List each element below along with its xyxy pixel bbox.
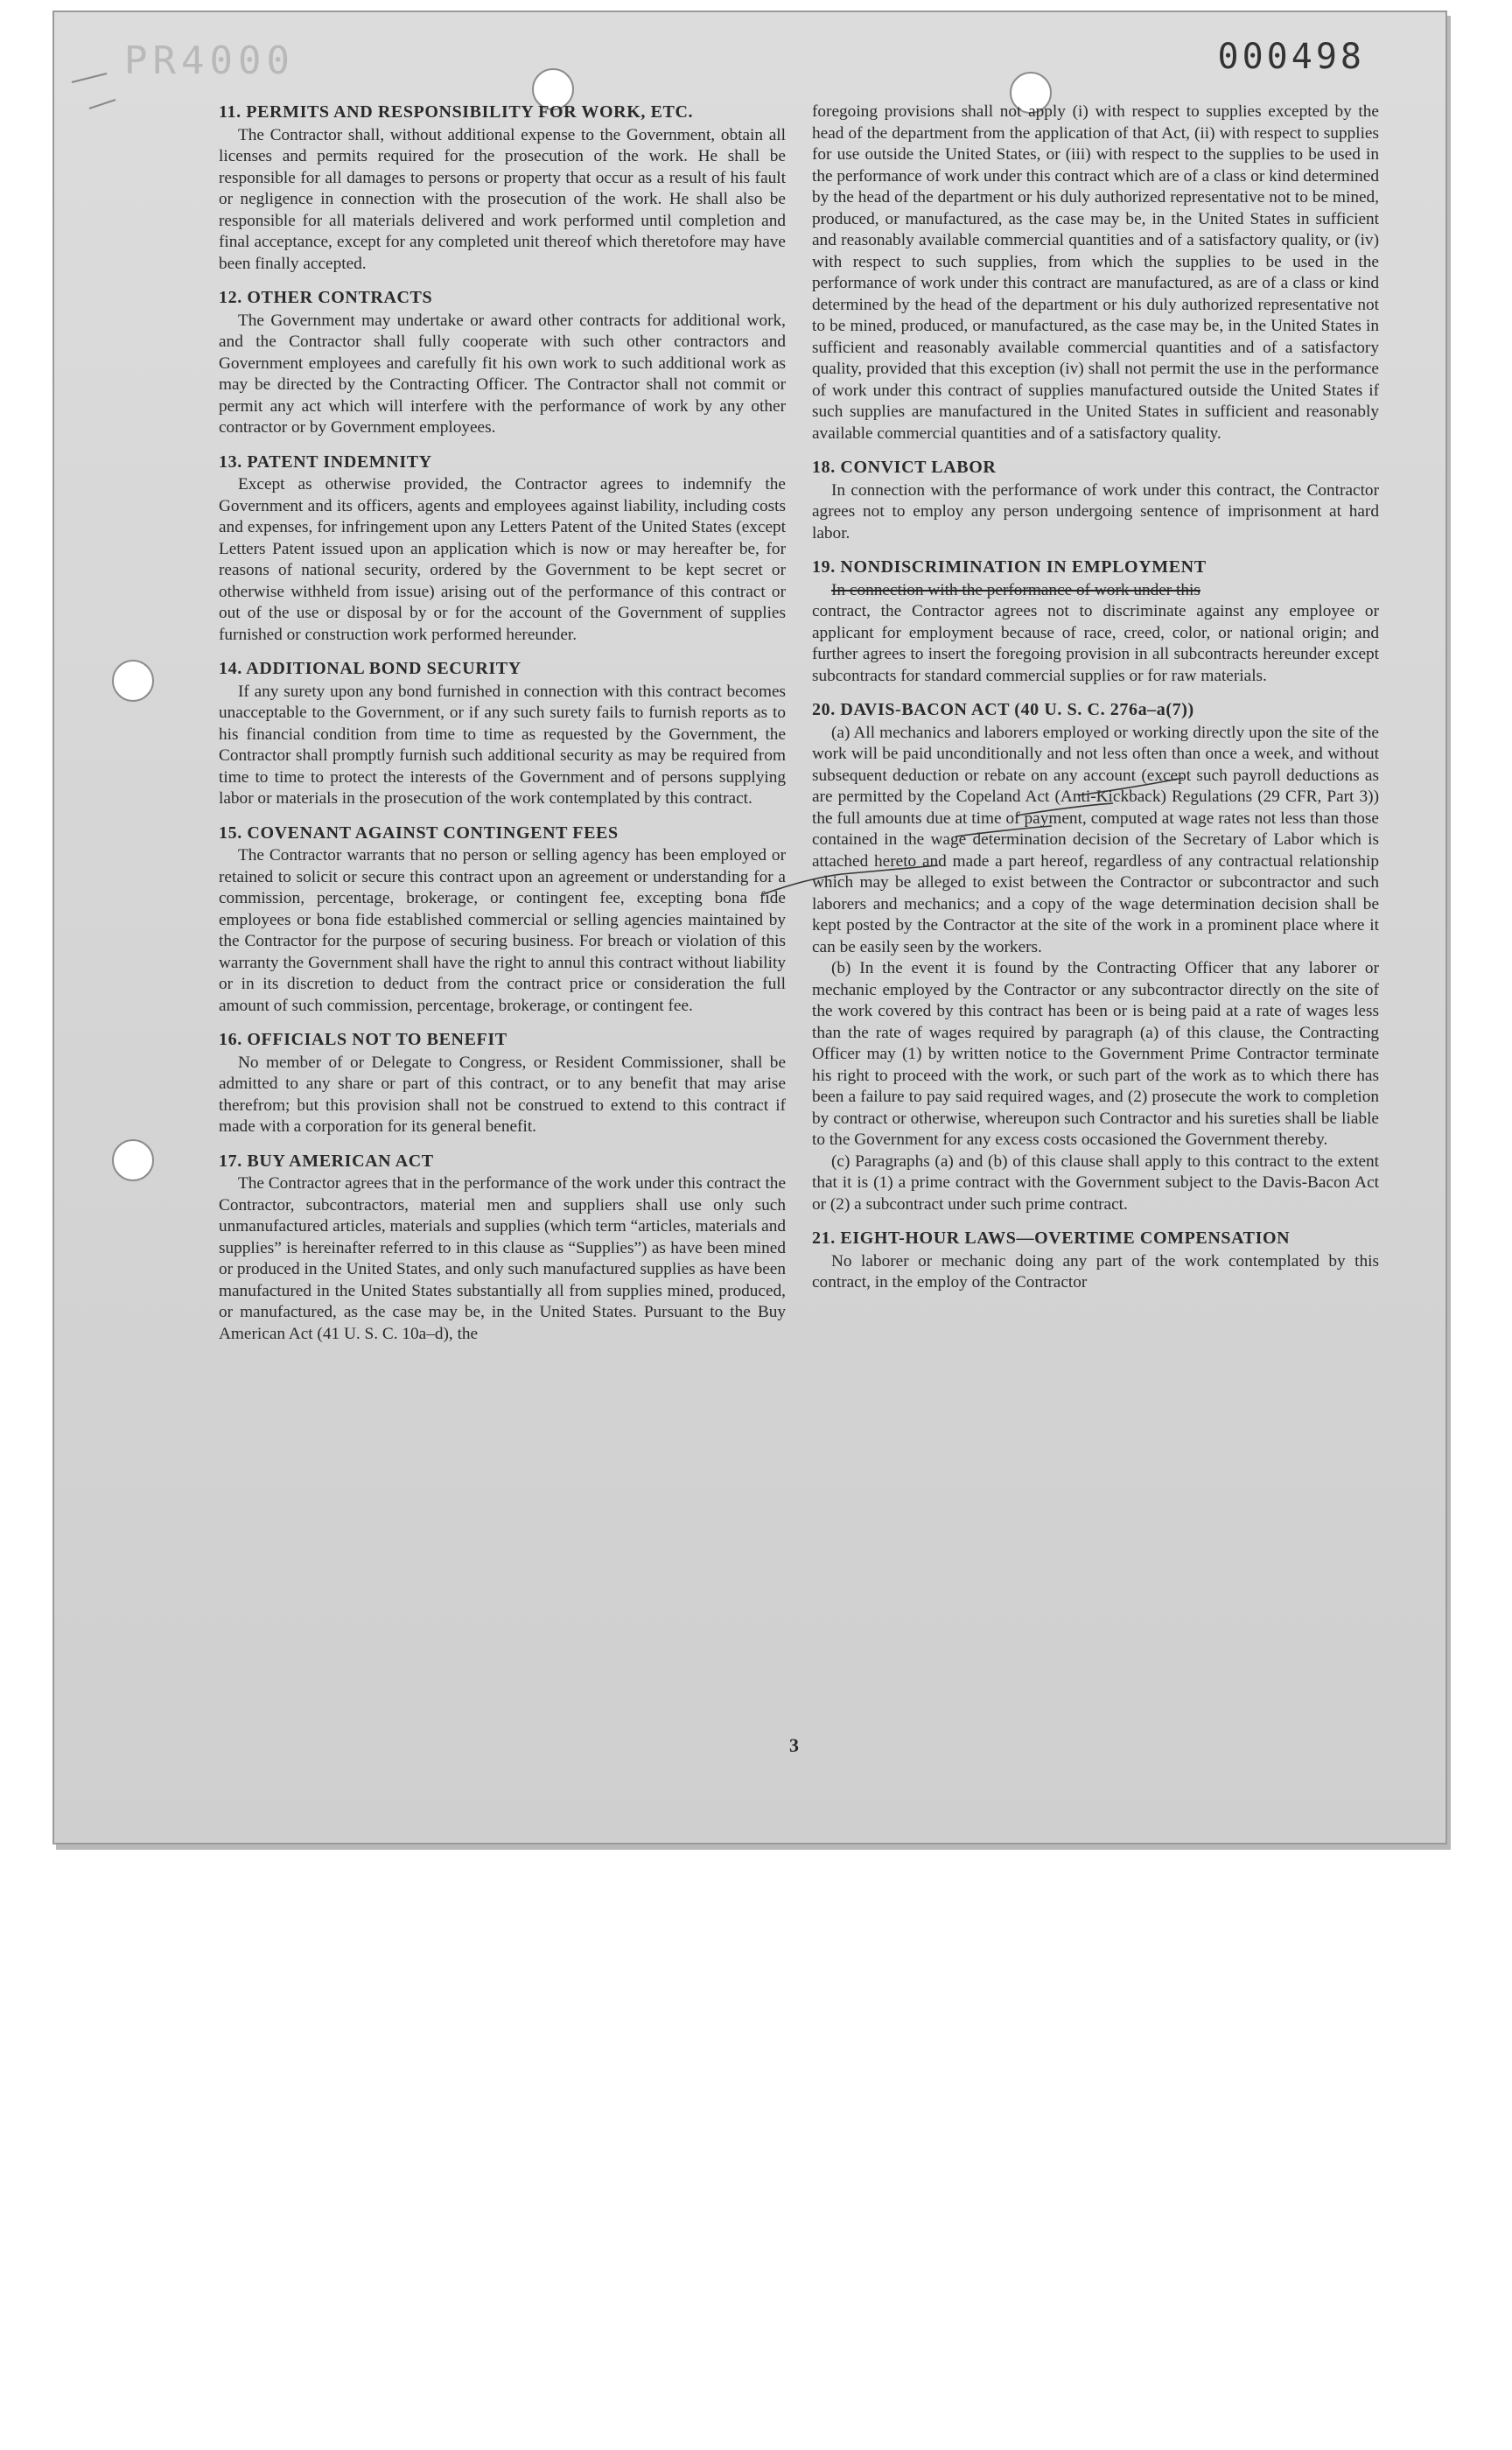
section-heading: 15. COVENANT AGAINST CONTINGENT FEES <box>219 822 619 843</box>
section-paragraph: In connection with the performance of work under this contract, the Contractor agrees not to employ any person undergoing sentence of imprisonment at hard labor. <box>812 480 1379 542</box>
section-heading: 20. DAVIS-BACON ACT (40 U. S. C. 276a–a(7)) <box>812 700 1194 719</box>
page-number: 3 <box>789 1734 799 1756</box>
section-heading: 17. BUY AMERICAN ACT <box>219 1151 434 1171</box>
section-heading: 18. CONVICT LABOR <box>812 458 997 477</box>
section-heading: 13. PATENT INDEMNITY <box>219 452 432 472</box>
section-heading: 12. OTHER CONTRACTS <box>219 288 433 307</box>
section-paragraph: (a) All mechanics and laborers employed or working directly upon the site of the work will be paid unconditionally and not less often than once a week, and without subsequent deduction or rebate on any account (except such payroll deductions as are permitted by the Copeland Act (Anti-Kickback) Regulations (29 CFR, Part 3)) the full amounts due at time of payment, computed at wage rates not less than those contained in the wage determination decision of the Secretary of Labor which is attached hereto and made a part hereof, regardless of any contractual relationship which may be alleged to exist between the Contractor or subcontractor and such laborers and mechanics; and a copy of the wage determination decision shall be kept posted by the Contractor at the site of the work in a prominent place where it can be easily seen by the workers. <box>812 723 1379 956</box>
section-paragraph: No laborer or mechanic doing any part of the work contemplated by this contract, in the employ of the Contractor <box>812 1251 1379 1292</box>
section-heading: 11. PERMITS AND RESPONSIBILITY FOR WORK, ETC. <box>219 102 694 122</box>
left-column <box>219 102 786 1345</box>
section-paragraph-struck-line <box>812 580 1379 602</box>
section-paragraph: The Contractor agrees that in the performance of the work under this contract the Contractor, subcontractors, material men and suppliers shall use only such unmanufactured articles, materials and supplies (which term “articles, materials and supplies” is hereinafter referred to in this clause as “Supplies”) as have been mined or produced in the United States, and only such manufactured supplies as have been manufactured in the United States substantially all from supplies mined, produced, or manufactured, as the case may be, in the United States. Pursuant to the Buy American Act (41 U. S. C. 10a–d), the <box>219 1174 786 1343</box>
section-paragraph: If any surety upon any bond furnished in connection with this contract becomes unacceptable to the Government, or if any such surety fails to furnish reports as to his financial condition from time to time as requested by the Government, the Contractor shall promptly furnish such additional security as may be required from time to time to protect the interests of the Government and of persons supplying labor or materials in the prosecution of the work contemplated by this contract. <box>219 682 786 808</box>
faint-stamp: PR4000 <box>124 38 295 83</box>
section-paragraph: Except as otherwise provided, the Contractor agrees to indemnify the Government and its officers, agents and employees against liability, including costs and expenses, for infringement upon any Letters Patent of the United States (except Letters Patent issued upon an application which is now or may hereafter be, for reasons of national security, ordered by the Government to be kept secret or otherwise withheld from issue) arising out of the performance of this contract or out of the use or disposal by or for the account of the Government of supplies furnished or construction work performed hereunder. <box>219 475 786 644</box>
section-heading: 14. ADDITIONAL BOND SECURITY <box>219 659 522 678</box>
section-paragraph: The Government may undertake or award other contracts for additional work, and the Contractor shall fully cooperate with such other contractors and Government employees and carefully fit his own work to such additional work as may be directed by the Contracting Officer. The Contractor shall not commit or permit any act which will interfere with the performance of work by any other contractor or by Government employees. <box>219 311 786 437</box>
section-paragraph: No member of or Delegate to Congress, or Resident Commissioner, shall be admitted to any share or part of this contract, or to any benefit that may arise therefrom; but this provision shall not be construed to extend to this contract if made with a corporation for its general benefit. <box>219 1053 786 1136</box>
right-column <box>812 102 1379 1294</box>
struck-text: In connection with the performance of work under this <box>831 580 1200 599</box>
document-number: 000498 <box>1217 37 1365 77</box>
document-page <box>52 10 1447 1844</box>
punch-hole <box>112 660 154 702</box>
section-heading: 19. NONDISCRIMINATION IN EMPLOYMENT <box>812 557 1207 577</box>
section-paragraph: (c) Paragraphs (a) and (b) of this clause shall apply to this contract to the extent that it is (1) a prime contract with the Government subject to the Davis-Bacon Act or (2) a subcontract under such prime contract. <box>812 1152 1379 1214</box>
section-paragraph: The Contractor warrants that no person or selling agency has been employed or retained to solicit or secure this contract upon an agreement or understanding for a commission, percentage, brokerage, or contingent fee, excepting bona fide employees or bona fide established commercial or selling agencies maintained by the Contractor for the purpose of securing business. For breach or violation of this warranty the Government shall have the right to annul this contract without liability or in its discretion to deduct from the contract price or consideration the full amount of such commission, percentage, brokerage, or contingent fee. <box>219 846 786 1015</box>
section-heading: 21. EIGHT-HOUR LAWS—OVERTIME COMPENSATION <box>812 1228 1291 1248</box>
section-heading: 16. OFFICIALS NOT TO BENEFIT <box>219 1030 508 1049</box>
punch-hole <box>112 1139 154 1181</box>
section-paragraph: (b) In the event it is found by the Contracting Officer that any laborer or mechanic employed by the Contractor or any subcontractor directly on the site of the work covered by this contract has been or is being paid at a rate of wages less than the rate of wages required by paragraph (a) of this clause, the Contracting Officer may (1) by written notice to the Government Prime Contractor terminate his right to proceed with the work, or such part of the work as to which there has been a failure to pay said required wages, and (2) prosecute the work to completion by contract or otherwise, whereupon such Contractor and his sureties shall be liable to the Government for any excess costs occasioned the Government thereby. <box>812 959 1379 1149</box>
section-paragraph: contract, the Contractor agrees not to discriminate against any employee or applicant for employment because of race, creed, color, or national origin; and further agrees to insert the foregoing provision in all subcontracts hereunder except subcontracts for standard commercial supplies or for raw materials. <box>812 602 1379 685</box>
section-paragraph: The Contractor shall, without additional expense to the Government, obtain all licenses and permits required for the prosecution of the work. He shall be responsible for all damages to persons or property that occur as a result of his fault or negligence in connection with the prosecution of the work. He shall also be responsible for all materials delivered and work performed until completion and final acceptance, except for any completed unit thereof which theretofore may have been finally accepted. <box>219 125 786 273</box>
section-paragraph: foregoing provisions shall not apply (i) with respect to supplies excepted by the head of the department from the application of that Act, (ii) with respect to supplies for use outside the United States, or (iii) with respect to the supplies to be used in the performance of work under this contract which are of a class or kind determined by the head of the department or his duly authorized representative not to be mined, produced, or manufactured, as the case may be, in the United States in sufficient and reasonably available commercial quantities and of a satisfactory quality, or (iv) with respect to such supplies, from which the supplies to be used in the performance of work under this contract are manufactured, as are of a class or kind determined by the head of the department or his duly authorized representative not to be mined, produced, or manufactured, as the case may be, in the United States in sufficient and reasonably available commercial quantities and of a satisfactory quality, provided that this exception (iv) shall not permit the use in the performance of work under this contract of supplies manufactured outside the United States if such supplies are manufactured in the United States in sufficient and reasonably available commercial quantities and of a satisfactory quality. <box>812 102 1379 443</box>
